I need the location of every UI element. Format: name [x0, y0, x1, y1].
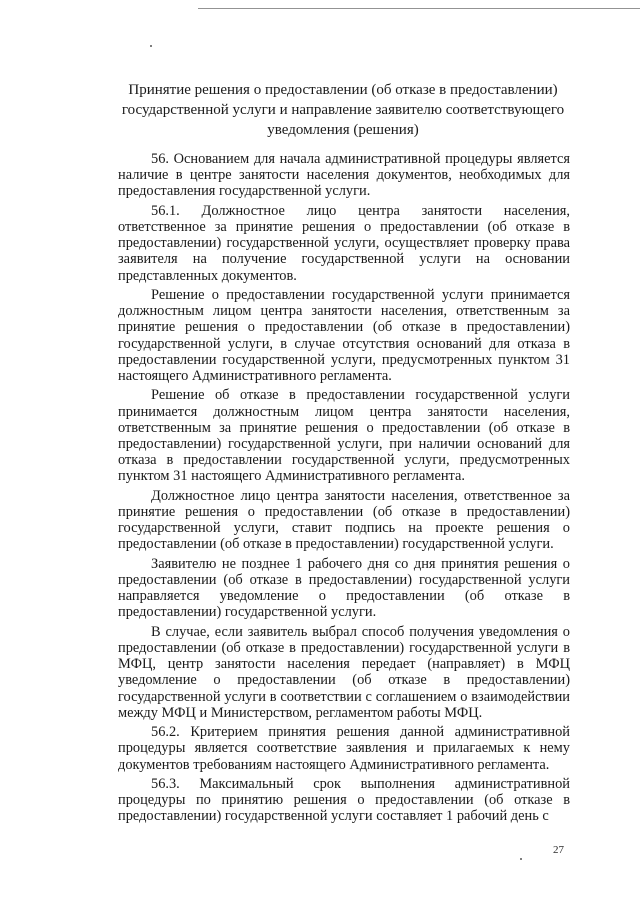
section-heading	[118, 80, 568, 140]
heading-line: государственной услуги и направление заявителю соответствующего	[121, 102, 565, 118]
scan-edge-line	[198, 8, 640, 9]
heading-line: уведомления (решения)	[267, 122, 419, 138]
paragraph: В случае, если заявитель выбрал способ получения уведомления о предоставлении (об отказе в предоставлении) государственной услуги в МФЦ, центр занятости населения передает (направляет) в МФЦ уведомление о предоставлении (об отказе в предоставлении) государственной услуги в соответствии с соглашением о взаимодействии между МФЦ и Министерством, регламентом работы МФЦ.	[118, 623, 570, 721]
paragraph: Решение о предоставлении государственной услуги принимается должностным лицом центра занятости населения, ответственным за принятие решения о предоставлении (об отказе в предоставлении) государственной услуги, в случае отсутствия оснований для отказа в предоставлении государственной услуги, предусмотренных пунктом 31 настоящего Административного регламента.	[118, 287, 570, 385]
paragraph: Заявителю не позднее 1 рабочего дня со дня принятия решения о предоставлении (об отказе в предоставлении) государственной услуги направляется уведомление о предоставлении (об отказе в предоставлении) государственной услуги.	[118, 555, 570, 621]
paragraph: Решение об отказе в предоставлении государственной услуги принимается должностным лицом центра занятости населения, ответственным за принятие решения о предоставлении (об отказе в предоставлении) государственной услуги, при наличии оснований для отказа в предоставлении государственной услуги, предусмотренных пунктом 31 настоящего Административного регламента.	[118, 387, 570, 485]
page-number: 27	[553, 844, 564, 856]
paragraph: 56.1. Должностное лицо центра занятости населения, ответственное за принятие решения о предоставлении (об отказе в предоставлении) государственной услуги, осуществляет проверку права заявителя на получение государственной услуги на основании представленных документов.	[118, 202, 570, 284]
paragraph: 56. Основанием для начала административной процедуры является наличие в центре занятости населения документов, необходимых для предоставления государственной услуги.	[118, 151, 570, 200]
paragraph: 56.3. Максимальный срок выполнения административной процедуры по принятию решения о предоставлении (об отказе в предоставлении) государственной услуги составляет 1 рабочий день с	[118, 776, 570, 825]
scan-speck	[520, 858, 522, 860]
scan-speck	[150, 45, 152, 47]
paragraph: 56.2. Критерием принятия решения данной административной процедуры является соответствие заявления и прилагаемых к нему документов требованиям настоящего Административного регламента.	[118, 724, 570, 773]
heading-line: Принятие решения о предоставлении (об отказе в предоставлении)	[128, 82, 558, 98]
document-body	[118, 151, 570, 826]
paragraph: Должностное лицо центра занятости населения, ответственное за принятие решения о предоставлении (об отказе в предоставлении) государственной услуги, ставит подпись на проекте решения о предоставлении (об отказе в предоставлении) государственной услуги.	[118, 487, 570, 553]
